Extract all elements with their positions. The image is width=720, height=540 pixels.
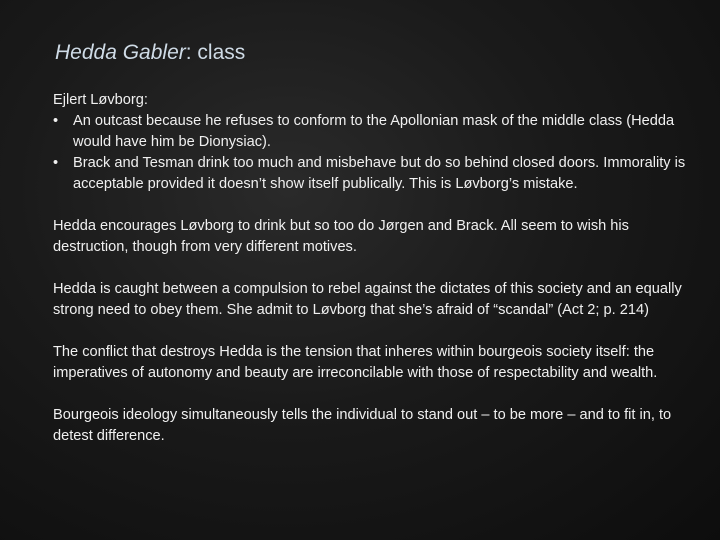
slide-title [55,40,245,65]
paragraph-gap [53,321,693,342]
bullet-item [53,153,693,195]
bullet-text: Brack and Tesman drink too much and misbehave but do so behind closed doors. Immorality is acceptable provided it doesn’t show itself publically. This is Løvborg’s mistake. [73,155,686,192]
slide-title-play-name: Hedda Gabler [55,41,186,64]
paragraph: The conflict that destroys Hedda is the tension that inheres within bourgeois society itself: the imperatives of autonomy and beauty are irreconcilable with those of respectability and wealth. [53,344,658,381]
paragraph: Bourgeois ideology simultaneously tells the individual to stand out – to be more – and to fit in, to detest difference. [53,407,672,444]
bullet-list [53,111,693,195]
bullet-text: An outcast because he refuses to conform to the Apollonian mask of the middle class (Hedda would have him be Dionysiac). [73,113,675,150]
slide-content [53,90,693,447]
section-heading: Ejlert Løvborg: [53,92,148,108]
bullet-marker: • [53,155,59,171]
bullet-item [53,111,693,153]
slide-title-suffix: : class [185,41,246,64]
bullet-marker: • [53,113,59,129]
paragraph-gap [53,195,693,216]
paragraph-gap [53,258,693,279]
paragraph: Hedda encourages Løvborg to drink but so too do Jørgen and Brack. All seem to wish his destruction, though from very different motives. [53,218,629,255]
paragraph: Hedda is caught between a compulsion to rebel against the dictates of this society and an equally strong need to obey them. She admit to Løvborg that she’s afraid of “scandal” (Act 2; p. 214) [53,281,682,318]
paragraph-gap [53,384,693,405]
